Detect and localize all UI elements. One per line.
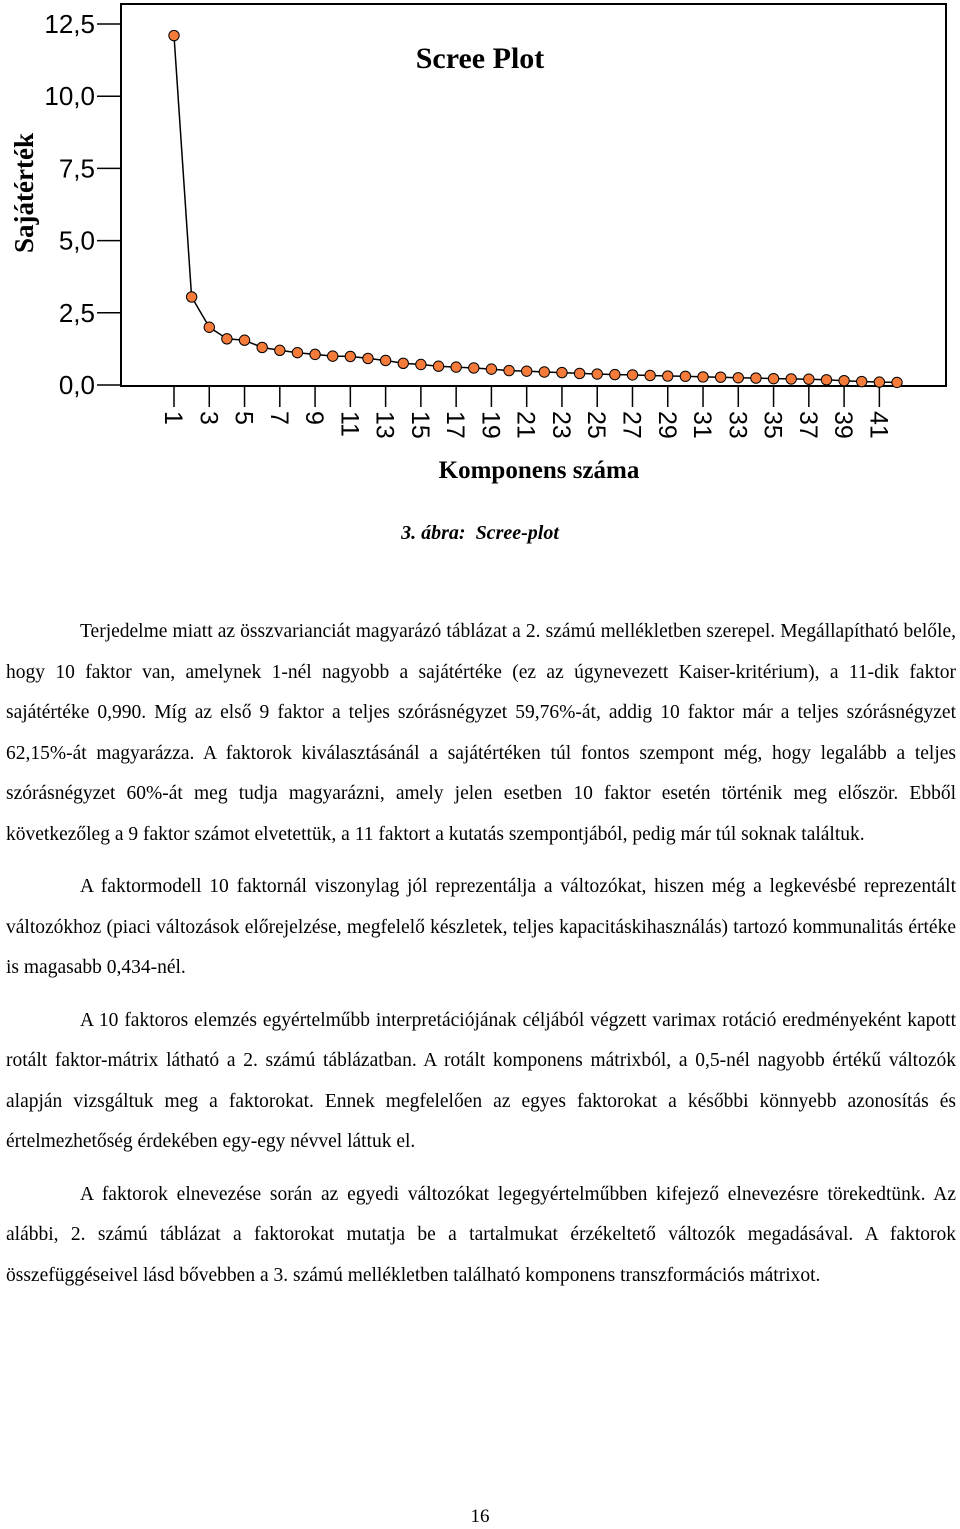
eigenvalue-point [469,363,479,373]
eigenvalue-line [174,36,897,383]
scree-plot-chart [0,0,960,490]
y-tick-label: 5,0 [58,225,95,256]
eigenvalue-point [592,369,602,379]
eigenvalue-point [892,377,902,387]
x-tick-label: 29 [652,411,681,439]
eigenvalue-point [839,375,849,385]
paragraph: A faktormodell 10 faktornál viszonylag jól reprezentálja a változókat, hiszen még a legkevésbé reprezentált változókhoz (piaci változások előrejelzése, megfelelő készletek, teljes kapacitáskihasználás) tartozó kommunalitás értéke is magasabb 0,434-nél. [6,876,956,978]
eigenvalue-point [557,367,567,377]
x-tick-label: 3 [194,411,223,425]
eigenvalue-point [768,373,778,383]
figure-caption [0,522,960,545]
eigenvalue-point [328,351,338,361]
x-tick-label: 9 [300,411,329,425]
x-tick-label: 1 [159,411,187,425]
body-text [6,612,956,1296]
eigenvalue-point [486,364,496,374]
eigenvalue-point [786,374,796,384]
x-tick-label: 15 [405,411,434,439]
eigenvalue-point [804,374,814,384]
eigenvalue-point [663,371,673,381]
x-tick-label: 27 [617,411,646,439]
eigenvalue-point [521,366,531,376]
x-tick-label: 13 [370,411,399,439]
eigenvalue-point [275,345,285,355]
x-tick-label: 7 [264,411,293,425]
eigenvalue-point [610,369,620,379]
eigenvalue-point [751,373,761,383]
eigenvalue-point [451,362,461,372]
x-tick-label: 19 [476,411,505,439]
x-tick-label: 5 [229,411,258,425]
eigenvalue-point [627,370,637,380]
eigenvalue-point [345,351,355,361]
figure-caption-number: 3. ábra: [401,522,466,544]
eigenvalue-point [416,359,426,369]
eigenvalue-point [310,349,320,359]
x-tick-label: 25 [582,411,611,439]
x-tick-label: 33 [723,411,752,439]
eigenvalue-point [715,372,725,382]
x-tick-label: 21 [511,411,540,439]
x-tick-label: 35 [758,411,787,439]
y-tick-label: 0,0 [58,370,95,400]
paragraph: A faktorok elnevezése során az egyedi változókat legegyértelműbben kifejező elnevezésre törekedtünk. Az alábbi, 2. számú táblázat a faktorokat mutatja be a tartalmukat érzékeltető változók megadásával. A faktorok összefüggéseivel lásd bővebben a 3. számú mellékletben található komponens transzformációs mátrixot. [6,1183,956,1286]
eigenvalue-point [680,371,690,381]
x-tick-label: 17 [441,411,470,439]
x-tick-label: 31 [688,411,717,439]
eigenvalue-point [204,322,214,332]
y-axis-label: Sajátérték [9,133,39,253]
paragraph: A 10 faktoros elemzés egyértelműbb interpretációjának céljából végzett varimax rotáció eredményeként kapott rotált faktor-mátrix látható a 2. számú táblázatban. A rotált komponens mátrixból, a 0,5-nél nagyobb értékű változók alapján vizsgáltuk meg a faktorokat. Ennek megfelelően az egyes faktorokat a későbbi könnyebb azonosítás és értelmezhetőség érdekében egy-egy névvel láttuk el. [6,1009,956,1152]
x-tick-label: 11 [335,411,364,437]
eigenvalue-point [239,335,249,345]
eigenvalue-point [380,355,390,365]
eigenvalue-point [222,334,232,344]
eigenvalue-point [257,342,267,352]
eigenvalue-point [821,375,831,385]
x-tick-label: 41 [864,411,893,439]
scree-plot-figure [0,0,960,490]
y-tick-label: 12,5 [44,9,95,39]
eigenvalue-point [292,347,302,357]
paragraph: Terjedelme miatt az összvarianciát magyarázó táblázat a 2. számú mellékletben szerepel. Megállapítható belőle, hogy 10 faktor van, amelynek 1-nél nagyobb a sajátértéke (ez az úgynevezett Kaiser-kritérium), a 11-dik faktor sajátértéke 0,990. Míg az első 9 faktor a teljes szórásnégyzet 59,76%-át, addig 10 faktor már a teljes szórásnégyzet 62,15%-át magyarázza. A faktorok kiválasztásánál a sajátértéken túl fontos szempont még, hogy legalább a teljes szórásnégyzet 60%-át meg tudja magyarázni, amely jelen esetben 10 faktor esetén történik meg először. Ebből következőleg a 9 faktor számot elvetettük, a 11 faktort a kutatás szempontjából, pedig már túl soknak találtuk. [6,621,956,845]
chart-title: Scree Plot [415,42,545,75]
eigenvalue-point [363,353,373,363]
x-tick-label: 37 [793,411,822,439]
eigenvalue-point [504,365,514,375]
eigenvalue-point [539,367,549,377]
y-tick-label: 7,5 [58,153,95,184]
x-tick-label: 23 [546,411,575,439]
y-tick-label: 10,0 [44,81,95,112]
eigenvalue-point [433,361,443,371]
eigenvalue-point [186,292,196,302]
eigenvalue-point [698,372,708,382]
page-number: 16 [470,1506,490,1527]
x-axis-label: Komponens száma [438,457,640,484]
eigenvalue-point [857,376,867,386]
eigenvalue-point [398,358,408,368]
eigenvalue-point [733,373,743,383]
x-tick-label: 39 [829,411,858,439]
y-tick-label: 2,5 [58,297,95,328]
eigenvalue-point [645,370,655,380]
figure-caption-title: Scree-plot [475,522,559,544]
eigenvalue-point [574,368,584,378]
eigenvalue-point [874,377,884,387]
eigenvalue-point [169,30,179,40]
